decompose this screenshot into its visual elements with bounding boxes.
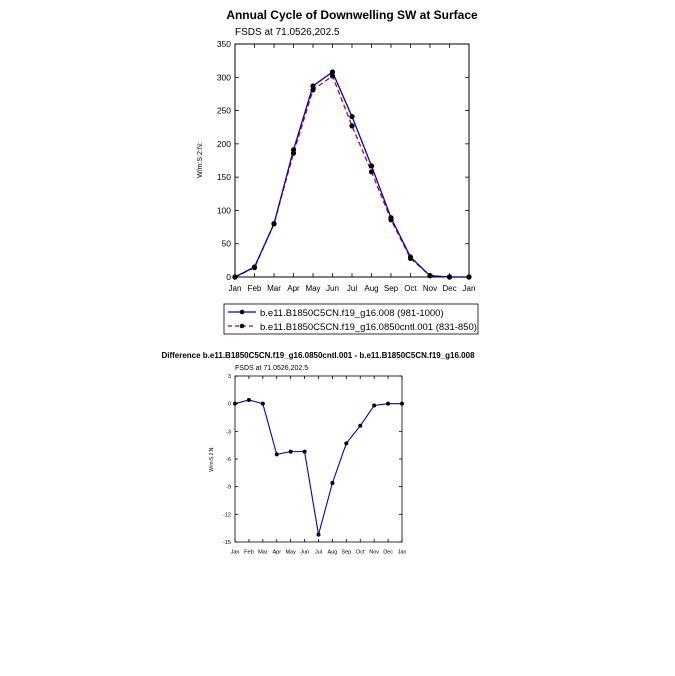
chart1-xtick-label: Jan — [228, 284, 242, 293]
chart1-frame — [235, 44, 469, 277]
chart2-ytick-label: -6 — [226, 456, 231, 463]
chart2-frame — [235, 376, 402, 542]
chart1-series-line-1 — [235, 72, 469, 277]
chart1-ytick-label: 150 — [216, 172, 231, 183]
chart2-xtick-label: May — [285, 549, 296, 556]
legend-marker-2 — [240, 324, 245, 329]
chart1-series-1-point — [252, 264, 257, 269]
chart2-series-1-point — [358, 424, 362, 428]
chart2-ytick-label: 3 — [227, 373, 231, 380]
chart2-xtick-label: Jul — [314, 549, 323, 556]
chart1-xtick-label: Oct — [404, 284, 417, 293]
legend-entry-1 — [228, 308, 444, 319]
chart2-xtick-label: Nov — [369, 549, 380, 556]
chart1-series-1-point — [349, 114, 354, 119]
chart1-xtick-label: May — [305, 284, 321, 293]
legend-label-2: b.e11.B1850C5CN.f19_g16.0850cntl.001 (831-850) — [260, 322, 477, 333]
chart2-xtick-label: Feb — [244, 549, 254, 556]
chart2-series-1-point — [275, 452, 279, 456]
chart1-subtitle: FSDS at 71.0526,202.5 — [235, 27, 340, 38]
chart2-series-1-point — [247, 398, 251, 402]
chart1-series-line-2 — [235, 76, 469, 277]
chart2-subtitle: FSDS at 71.0526,202.5 — [235, 365, 309, 372]
chart2-ytick-label: -15 — [223, 539, 231, 546]
chart1-series-1-point — [466, 274, 471, 279]
chart1-series-1-point — [291, 147, 296, 152]
chart1-xtick-label: Dec — [442, 284, 457, 293]
chart1-series-1-point — [271, 221, 276, 226]
chart1-series-1-point — [310, 83, 315, 88]
chart1-xtick-label: Jul — [346, 284, 358, 293]
chart2-series-line-1 — [235, 400, 402, 535]
chart1-xtick-label: Nov — [422, 284, 438, 293]
chart2-series-1-point — [233, 402, 237, 406]
chart2-title: Difference b.e11.B1850C5CN.f19_g16.0850cntl.001 - b.e11.B1850C5CN.f19_g16.008 — [161, 351, 475, 360]
chart1-xtick-label: Feb — [247, 284, 262, 293]
chart2-xtick-label: Jan — [397, 549, 407, 556]
chart2-ytick-label: -9 — [226, 484, 231, 491]
chart2-series-1-point — [386, 402, 390, 406]
chart1-series-2-point — [349, 123, 354, 128]
chart2-series-1-point — [303, 450, 307, 454]
chart2-xtick-label: Dec — [383, 549, 393, 556]
chart1-series-1-point — [447, 274, 452, 279]
chart1-series-1-point — [427, 273, 432, 278]
chart2-xtick-label: Mar — [258, 549, 268, 556]
chart1-series-1-point — [330, 69, 335, 74]
chart1-xtick-label: Mar — [267, 284, 281, 293]
chart2-xtick-label: Jun — [300, 549, 310, 556]
chart1-ytick-label: 200 — [216, 138, 231, 149]
chart1-series-2-point — [369, 169, 374, 174]
chart2-series-1-point — [344, 441, 348, 445]
chart2-ylabel: W/m:S:2:N: — [209, 446, 215, 472]
chart1-ytick-label: 300 — [216, 72, 231, 83]
chart1-series-1-point — [408, 254, 413, 259]
chart2-series-1-point — [261, 402, 265, 406]
chart2-ytick-label: 0 — [227, 401, 231, 408]
chart1-series-1-point — [388, 215, 393, 220]
chart1-ytick-label: 250 — [216, 105, 231, 116]
chart1-ytick-label: 100 — [216, 205, 231, 216]
chart1-xtick-label: Jun — [326, 284, 339, 293]
chart2-series-1-point — [289, 450, 293, 454]
chart1-ylabel: W/m:S:2:N: — [197, 142, 204, 178]
chart2-series-1-point — [400, 402, 404, 406]
chart1-ytick-label: 0 — [226, 271, 231, 282]
chart2-series-1-point — [330, 481, 334, 485]
legend-marker-1 — [240, 310, 245, 315]
chart2-xtick-label: Apr — [272, 549, 282, 556]
chart1-ytick-label: 50 — [221, 238, 231, 249]
chart2-series-1-point — [317, 533, 321, 537]
chart1-xtick-label: Sep — [383, 284, 399, 293]
chart2-ytick-label: -3 — [226, 429, 231, 436]
chart2-ytick-label: -12 — [223, 512, 231, 519]
chart2-xtick-label: Oct — [355, 549, 365, 556]
chart1-xtick-label: Jan — [462, 284, 476, 293]
chart1-title: Annual Cycle of Downwelling SW at Surface — [226, 8, 478, 22]
chart1-ytick-label: 350 — [216, 38, 231, 49]
chart2-xtick-label: Sep — [341, 549, 352, 556]
chart2-series-1-point — [372, 404, 376, 408]
chart1-series-1-point — [369, 163, 374, 168]
legend-label-1: b.e11.B1850C5CN.f19_g16.008 (981-1000) — [260, 308, 444, 319]
legend-entry-2 — [228, 322, 477, 333]
chart2-xtick-label: Jan — [230, 549, 240, 556]
chart1-xtick-label: Aug — [364, 284, 379, 293]
chart1-series-1-point — [232, 274, 237, 279]
chart1-xtick-label: Apr — [287, 284, 300, 293]
chart2-xtick-label: Aug — [327, 549, 338, 556]
